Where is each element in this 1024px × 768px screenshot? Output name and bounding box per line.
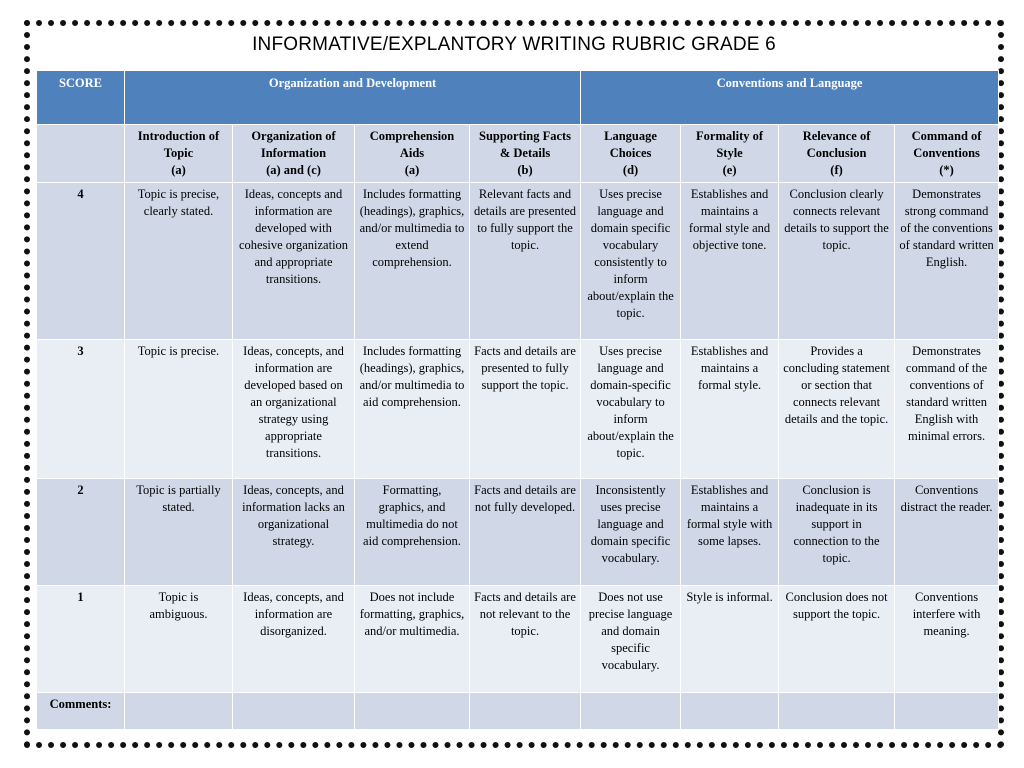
rubric-cell: Ideas, concepts, and information are developed based on an organizational strategy using appropriate transitions.	[233, 340, 355, 479]
score-row-1	[37, 586, 999, 693]
rubric-cell: Relevant facts and details are presented to fully support the topic.	[470, 183, 581, 340]
criterion-header	[125, 125, 233, 183]
rubric-cell: Includes formatting (headings), graphics, and/or multimedia to extend comprehension.	[355, 183, 470, 340]
criterion-code: (a)	[404, 163, 420, 177]
criterion-code: (f)	[830, 163, 843, 177]
comment-cell[interactable]	[895, 693, 999, 730]
rubric-cell: Establishes and maintains a formal style.	[681, 340, 779, 479]
criterion-code: (*)	[939, 163, 954, 177]
criterion-header	[355, 125, 470, 183]
comment-cell[interactable]	[581, 693, 681, 730]
rubric-table	[36, 70, 999, 730]
rubric-cell: Topic is precise, clearly stated.	[125, 183, 233, 340]
criterion-header	[581, 125, 681, 183]
rubric-cell: Does not include formatting, graphics, and/or multimedia.	[355, 586, 470, 693]
criterion-code: (a) and (c)	[266, 163, 321, 177]
group-header-conventions: Conventions and Language	[581, 71, 999, 125]
rubric-cell: Facts and details are not fully developed.	[470, 479, 581, 586]
page-title: INFORMATIVE/EXPLANTORY WRITING RUBRIC GRADE 6	[252, 34, 776, 55]
criterion-name: Supporting Facts & Details	[479, 129, 572, 160]
criterion-header	[681, 125, 779, 183]
score-cell: 2	[37, 479, 125, 586]
rubric-cell: Ideas, concepts and information are developed with cohesive organization and appropriate transitions.	[233, 183, 355, 340]
criterion-name: Organization of Information	[251, 129, 336, 160]
comment-cell[interactable]	[779, 693, 895, 730]
rubric-cell: Conclusion clearly connects relevant details to support the topic.	[779, 183, 895, 340]
score-cell: 3	[37, 340, 125, 479]
rubric-cell: Style is informal.	[681, 586, 779, 693]
criterion-name: Language Choices	[604, 129, 657, 160]
criteria-header-row	[37, 125, 999, 183]
rubric-cell: Conclusion is inadequate in its support in connection to the topic.	[779, 479, 895, 586]
score-cell: 1	[37, 586, 125, 693]
rubric-cell: Does not use precise language and domain specific vocabulary.	[581, 586, 681, 693]
score-row-4	[37, 183, 999, 340]
criterion-header	[895, 125, 999, 183]
criteria-blank-cell	[37, 125, 125, 183]
rubric-cell: Facts and details are presented to fully support the topic.	[470, 340, 581, 479]
comments-label: Comments:	[37, 693, 125, 730]
comment-cell[interactable]	[681, 693, 779, 730]
comments-row	[37, 693, 999, 730]
score-row-3	[37, 340, 999, 479]
score-cell: 4	[37, 183, 125, 340]
rubric-cell: Provides a concluding statement or section that connects relevant details and the topic.	[779, 340, 895, 479]
rubric-cell: Demonstrates command of the conventions of standard written English with minimal errors.	[895, 340, 999, 479]
rubric-cell: Conclusion does not support the topic.	[779, 586, 895, 693]
score-row-2	[37, 479, 999, 586]
comment-cell[interactable]	[125, 693, 233, 730]
criterion-name: Introduction of Topic	[137, 129, 220, 160]
rubric-cell: Ideas, concepts, and information lacks an organizational strategy.	[233, 479, 355, 586]
comment-cell[interactable]	[355, 693, 470, 730]
rubric-page	[24, 20, 1004, 748]
group-header-organization: Organization and Development	[125, 71, 581, 125]
criterion-name: Comprehension Aids	[369, 129, 455, 160]
rubric-cell: Formatting, graphics, and multimedia do not aid comprehension.	[355, 479, 470, 586]
rubric-cell: Facts and details are not relevant to the topic.	[470, 586, 581, 693]
rubric-cell: Uses precise language and domain specific vocabulary consistently to inform about/explain the topic.	[581, 183, 681, 340]
criterion-code: (e)	[722, 163, 737, 177]
criterion-name: Command of Conventions	[911, 129, 982, 160]
rubric-cell: Demonstrates strong command of the conventions of standard written English.	[895, 183, 999, 340]
rubric-cell: Conventions distract the reader.	[895, 479, 999, 586]
criterion-header	[233, 125, 355, 183]
group-header-row	[37, 71, 999, 125]
rubric-cell: Includes formatting (headings), graphics, and/or multimedia to aid comprehension.	[355, 340, 470, 479]
criterion-code: (d)	[622, 163, 639, 177]
rubric-cell: Ideas, concepts, and information are disorganized.	[233, 586, 355, 693]
comment-cell[interactable]	[233, 693, 355, 730]
criterion-header	[779, 125, 895, 183]
rubric-cell: Establishes and maintains a formal style and objective tone.	[681, 183, 779, 340]
criterion-header	[470, 125, 581, 183]
rubric-cell: Establishes and maintains a formal style with some lapses.	[681, 479, 779, 586]
rubric-cell: Conventions interfere with meaning.	[895, 586, 999, 693]
rubric-cell: Topic is precise.	[125, 340, 233, 479]
comment-cell[interactable]	[470, 693, 581, 730]
rubric-cell: Uses precise language and domain-specific vocabulary to inform about/explain the topic.	[581, 340, 681, 479]
rubric-cell: Topic is partially stated.	[125, 479, 233, 586]
criterion-name: Formality of Style	[696, 129, 764, 160]
score-header: SCORE	[37, 71, 125, 125]
criterion-name: Relevance of Conclusion	[802, 129, 871, 160]
criterion-code: (a)	[171, 163, 186, 177]
criterion-code: (b)	[517, 163, 533, 177]
rubric-cell: Topic is ambiguous.	[125, 586, 233, 693]
rubric-cell: Inconsistently uses precise language and domain specific vocabulary.	[581, 479, 681, 586]
